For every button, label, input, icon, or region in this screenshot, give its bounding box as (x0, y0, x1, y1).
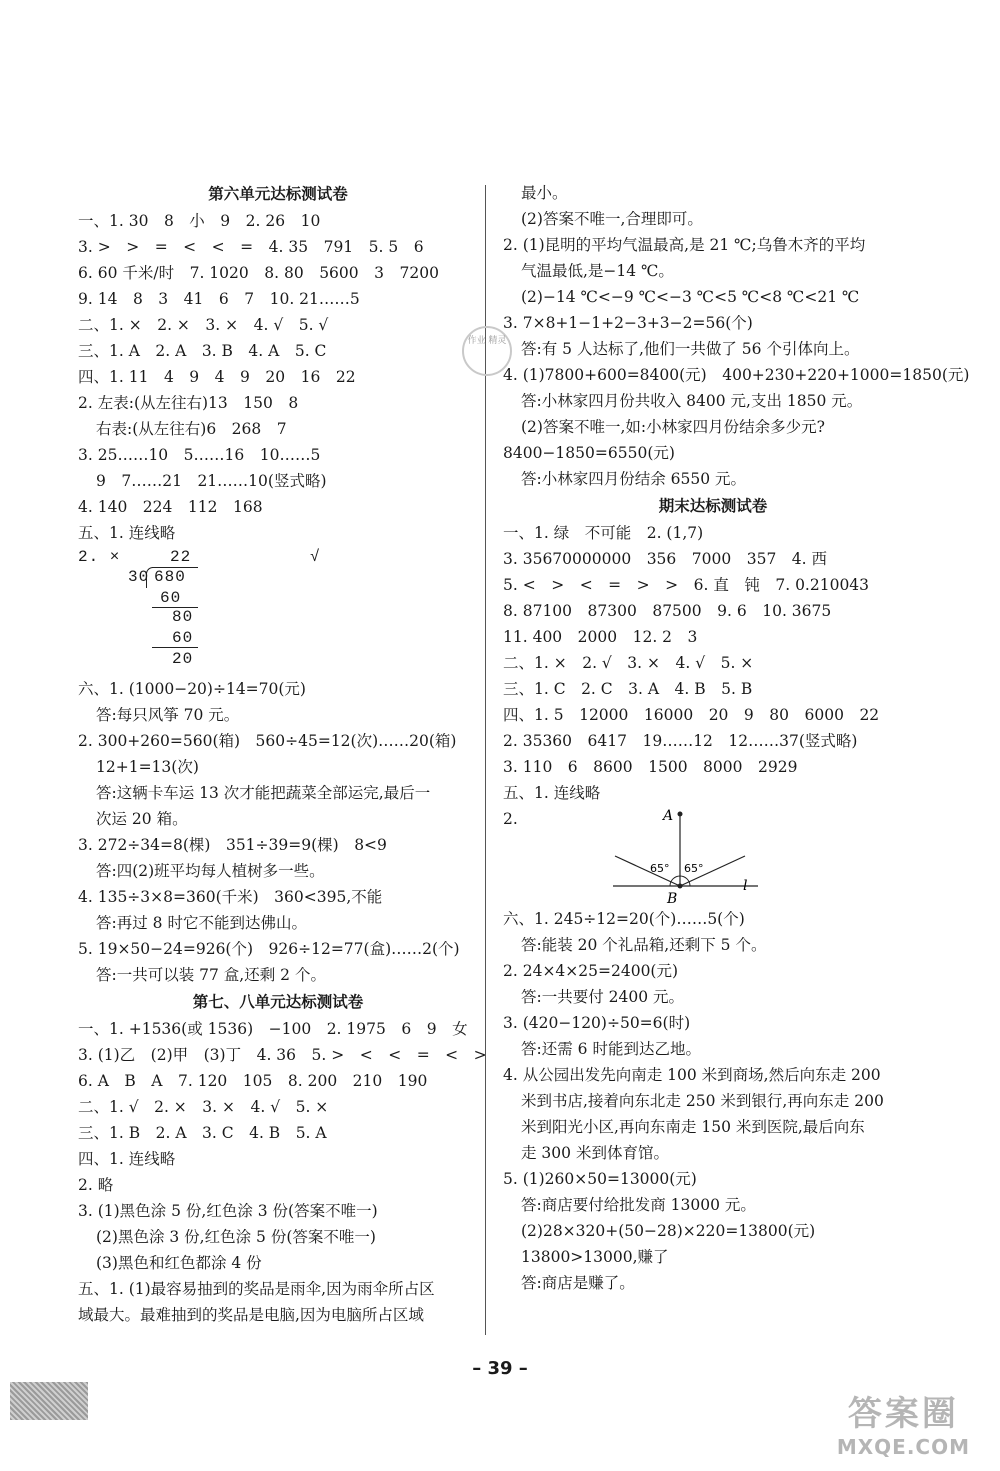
answer-line: 米到书店,接着向东北走 250 米到银行,再向东走 200 (521, 1092, 884, 1110)
answer-line: 五、1. 连线略 (503, 784, 601, 802)
answer-line: 二、1. × 2. √ 3. × 4. √ 5. × (503, 654, 754, 672)
division-quotient: 22 (170, 548, 192, 566)
answer-line: 13800>13000,赚了 (521, 1248, 669, 1266)
answer-line: 三、1. B 2. A 3. C 4. B 5. A (78, 1124, 327, 1142)
answer-line: 答:商店是赚了。 (521, 1274, 635, 1292)
division-divisor: 30 (128, 568, 150, 586)
answer-line: 六、1. (1000−20)÷14=70(元) (78, 680, 306, 698)
answer-line: 三、1. A 2. A 3. B 4. A 5. C (78, 342, 327, 360)
point-b-label: B (667, 891, 678, 906)
line-l-label: l (743, 878, 748, 894)
division-step: 60 (172, 629, 194, 647)
answer-line: 3. (1)黑色涂 5 份,红色涂 3 份(答案不唯一) (78, 1202, 378, 1220)
answer-line: 3. 110 6 8600 1500 8000 2929 (503, 758, 798, 776)
answer-line: 气温最低,是−14 ℃。 (521, 262, 674, 280)
answer-line: 四、1. 5 12000 16000 20 9 80 6000 22 (503, 706, 880, 724)
angle-diagram (503, 806, 923, 906)
answer-line: 米到阳光小区,再向东南走 150 米到医院,最后向东 (521, 1118, 865, 1136)
division-step: 80 (172, 608, 194, 626)
answer-line: 答:每只风筝 70 元。 (96, 706, 240, 724)
long-division-figure (78, 546, 478, 676)
left-ray (615, 856, 680, 886)
answer-line: 3. 7×8+1−1+2−3+3−2=56(个) (503, 314, 753, 332)
question-label: 2. (503, 810, 518, 828)
answer-line: 答:小林家四月份结余 6550 元。 (521, 470, 747, 488)
answer-line: 11. 400 2000 12. 2 3 (503, 628, 698, 646)
answer-line: 2. (1)昆明的平均气温最高,是 21 ℃;乌鲁木齐的平均 (503, 236, 866, 254)
answer-line: 5. (1)260×50=13000(元) (503, 1170, 697, 1188)
answer-line: 3. (1)乙 (2)甲 (3)丁 4. 36 5. > < < = < > (78, 1046, 487, 1064)
answer-line: 3. 35670000000 356 7000 357 4. 西 (503, 550, 828, 568)
answer-line: (2)−14 ℃<−9 ℃<−3 ℃<5 ℃<8 ℃<21 ℃ (521, 288, 860, 306)
right-column (503, 180, 970, 1296)
answer-line: 5. 19×50−24=926(个) 926÷12=77(盒)……2(个) (78, 940, 460, 958)
watermark-site: MXQE.COM (836, 1435, 970, 1459)
answer-line: 次运 20 箱。 (96, 810, 188, 828)
corner-thumbnail (10, 1382, 88, 1420)
answer-line: 2. 左表:(从左往右)13 150 8 (78, 394, 299, 412)
answer-line: 3. 272÷34=8(棵) 351÷39=9(棵) 8<9 (78, 836, 387, 854)
final-exam-heading: 期末达标测试卷 (658, 497, 768, 515)
division-rule (152, 647, 198, 648)
answer-line: (2)28×320+(50−28)×220=13800(元) (521, 1222, 816, 1240)
angle-label-left: 65° (650, 862, 670, 875)
answer-line: 答:一共要付 2400 元。 (521, 988, 685, 1006)
answer-line: (2)黑色涂 3 份,红色涂 5 份(答案不唯一) (96, 1228, 376, 1246)
faint-stamp (462, 326, 512, 376)
answer-line: 答:小林家四月份共收入 8400 元,支出 1850 元。 (521, 392, 863, 410)
division-step: 60 (160, 589, 182, 607)
point-b-dot (678, 884, 683, 889)
answer-line: 五、1. 连线略 (78, 524, 176, 542)
answer-line: 走 300 米到体育馆。 (521, 1144, 669, 1162)
answer-line: 3. (420−120)÷50=6(时) (503, 1014, 691, 1032)
answer-line: 六、1. 245÷12=20(个)……5(个) (503, 910, 745, 928)
answer-line: 二、1. √ 2. × 3. × 4. √ 5. × (78, 1098, 329, 1116)
answer-line: 2. 略 (78, 1176, 114, 1194)
answer-line: 2. 300+260=560(箱) 560÷45=12(次)……20(箱) (78, 732, 457, 750)
answer-line: 答:四(2)班平均每人植树多一些。 (96, 862, 325, 880)
answer-line: 一、1. 30 8 小 9 2. 26 10 (78, 212, 321, 230)
answer-line: 答:一共可以装 77 盒,还剩 2 个。 (96, 966, 326, 984)
site-watermark (837, 1386, 970, 1459)
answer-line: 答:再过 8 时它不能到达佛山。 (96, 914, 307, 932)
answer-line: 4. 140 224 112 168 (78, 498, 263, 516)
answer-line: 12+1=13(次) (96, 758, 199, 776)
answer-line: 最小。 (521, 184, 568, 202)
answer-line: 答:能装 20 个礼品箱,还剩下 5 个。 (521, 936, 767, 954)
unit78-heading: 第七、八单元达标测试卷 (192, 993, 364, 1011)
point-a-dot (678, 812, 683, 817)
answer-line: 域最大。最难抽到的奖品是电脑,因为电脑所占区域 (78, 1306, 424, 1324)
answer-line: 右表:(从左往右)6 268 7 (96, 420, 287, 438)
answer-line: 9. 14 8 3 41 6 7 10. 21……5 (78, 290, 360, 308)
answer-line: (3)黑色和红色都涂 4 份 (96, 1254, 262, 1272)
answer-line: 4. 从公园出发先向南走 100 米到商场,然后向东走 200 (503, 1066, 881, 1084)
point-a-label: A (663, 808, 674, 824)
answer-line: 4. (1)7800+600=8400(元) 400+230+220+1000=1850(元) (503, 366, 970, 384)
answer-line: 四、1. 11 4 9 4 9 20 16 22 (78, 368, 356, 386)
answer-line: 三、1. C 2. C 3. A 4. B 5. B (503, 680, 753, 698)
answer-line: 4. 135÷3×8=360(千米) 360<395,不能 (78, 888, 383, 906)
answer-line: 3. 25……10 5……16 10……5 (78, 446, 321, 464)
answer-line: 答:商店要付给批发商 13000 元。 (521, 1196, 756, 1214)
division-remainder: 20 (172, 650, 194, 668)
angle-label-right: 65° (684, 862, 704, 875)
check-mark: √ (310, 548, 321, 566)
answer-line: 四、1. 连线略 (78, 1150, 176, 1168)
answer-line: (2)答案不唯一,合理即可。 (521, 210, 703, 228)
division-dividend: 680 (154, 568, 186, 586)
answer-line: 6. A B A 7. 120 105 8. 200 210 190 (78, 1072, 428, 1090)
answer-line: 9 7……21 21……10(竖式略) (96, 472, 327, 490)
answer-line: 一、1. +1536(或 1536) −100 2. 1975 6 9 女 (78, 1020, 468, 1038)
answer-line: 3. > > = < < = 4. 35 791 5. 5 6 (78, 238, 424, 256)
stamp-text: 作业 精灵 (467, 336, 507, 346)
answer-line: 答:有 5 人达标了,他们一共做了 56 个引体向上。 (521, 340, 860, 358)
answer-line: 6. 60 千米/时 7. 1020 8. 80 5600 3 7200 (78, 264, 439, 282)
watermark-main: 答案圈 (847, 1394, 959, 1434)
unit6-heading: 第六单元达标测试卷 (208, 185, 348, 203)
answer-line: (2)答案不唯一,如:小林家四月份结余多少元? (521, 418, 825, 436)
answer-line: 5. < > < = > > 6. 直 钝 7. 0.210043 (503, 576, 870, 594)
answer-line: 8400−1850=6550(元) (503, 444, 675, 462)
page-number: – 39 – (472, 1358, 528, 1379)
division-prefix: 2. × (78, 548, 121, 566)
angle-svg (503, 806, 923, 906)
answer-line: 五、1. (1)最容易抽到的奖品是雨伞,因为雨伞所占区 (78, 1280, 435, 1298)
answer-line: 2. 35360 6417 19……12 12……37(竖式略) (503, 732, 858, 750)
answer-line: 8. 87100 87300 87500 9. 6 10. 3675 (503, 602, 832, 620)
answer-line: 答:这辆卡车运 13 次才能把蔬菜全部运完,最后一 (96, 784, 431, 802)
answer-line: 二、1. × 2. × 3. × 4. √ 5. √ (78, 316, 329, 334)
answer-line: 2. 24×4×25=2400(元) (503, 962, 679, 980)
answer-line: 答:还需 6 时能到达乙地。 (521, 1040, 701, 1058)
answer-line: 一、1. 绿 不可能 2. (1,7) (503, 524, 704, 542)
